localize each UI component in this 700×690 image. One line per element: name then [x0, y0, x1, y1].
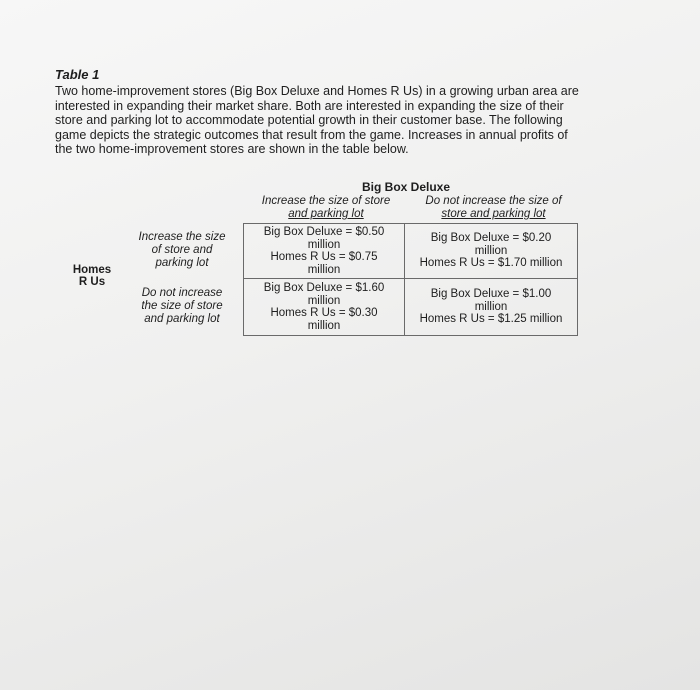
row-strategy-line: of store and [151, 244, 213, 256]
payoff-line: Big Box Deluxe = $0.20 [430, 232, 552, 245]
column-player-label: Big Box Deluxe [362, 180, 451, 194]
row-strategy-increase [132, 231, 232, 270]
column-strategy-line: store and parking lot [441, 208, 546, 220]
row-strategy-line: and parking lot [144, 313, 220, 325]
intro-paragraph [55, 84, 655, 157]
payoff-line: Homes R Us = $0.75 [270, 251, 378, 263]
payoff-line: million [474, 300, 508, 313]
payoff-line: million [307, 263, 341, 276]
payoff-line: Big Box Deluxe = $0.50 [263, 226, 385, 238]
payoff-line: Big Box Deluxe = $1.00 [430, 288, 552, 301]
intro-line: interested in expanding their market share. Both are interested in expanding the size of their [55, 98, 564, 113]
payoff-line: Homes R Us = $0.30 [270, 307, 378, 319]
intro-line: game depicts the strategic outcomes that result from the game. Increases in annual profits of [55, 127, 568, 142]
payoff-line: Homes R Us = $1.25 million [419, 313, 563, 326]
payoff-cell [405, 224, 577, 279]
row-strategy-line: Do not increase [141, 287, 223, 299]
table-title: Table 1 [55, 67, 100, 82]
column-strategy-line: Do not increase the size of [425, 195, 562, 207]
intro-line: Two home-improvement stores (Big Box Deluxe and Homes R Us) in a growing urban area are [55, 84, 579, 98]
payoff-cell [405, 279, 577, 335]
payoff-cell [244, 279, 405, 335]
payoff-line: Big Box Deluxe = $1.60 [263, 282, 385, 294]
intro-line: store and parking lot to accommodate potential growth in their customer base. The following [55, 113, 563, 127]
column-strategy-line: Increase the size of store [261, 195, 391, 207]
column-strategy-line: and parking lot [288, 208, 364, 220]
payoff-line: million [474, 244, 508, 257]
intro-line: the two home-improvement stores are shown in the table below. [55, 142, 409, 156]
payoff-line: million [307, 294, 341, 307]
payoff-line: million [307, 319, 341, 332]
row-player-line: Homes [72, 264, 112, 276]
payoff-matrix [243, 223, 578, 336]
row-strategy-line: the size of store [141, 300, 223, 312]
row-strategy-line: Increase the size [138, 231, 226, 243]
payoff-cell [244, 224, 405, 279]
row-player-label [62, 264, 122, 288]
payoff-line: million [307, 238, 341, 251]
column-strategy-increase [246, 195, 406, 221]
column-strategy-no-increase [406, 195, 581, 221]
row-strategy-no-increase [132, 287, 232, 326]
row-player-line: R Us [78, 276, 106, 288]
payoff-line: Homes R Us = $1.70 million [419, 257, 563, 270]
row-strategy-line: parking lot [155, 257, 209, 269]
